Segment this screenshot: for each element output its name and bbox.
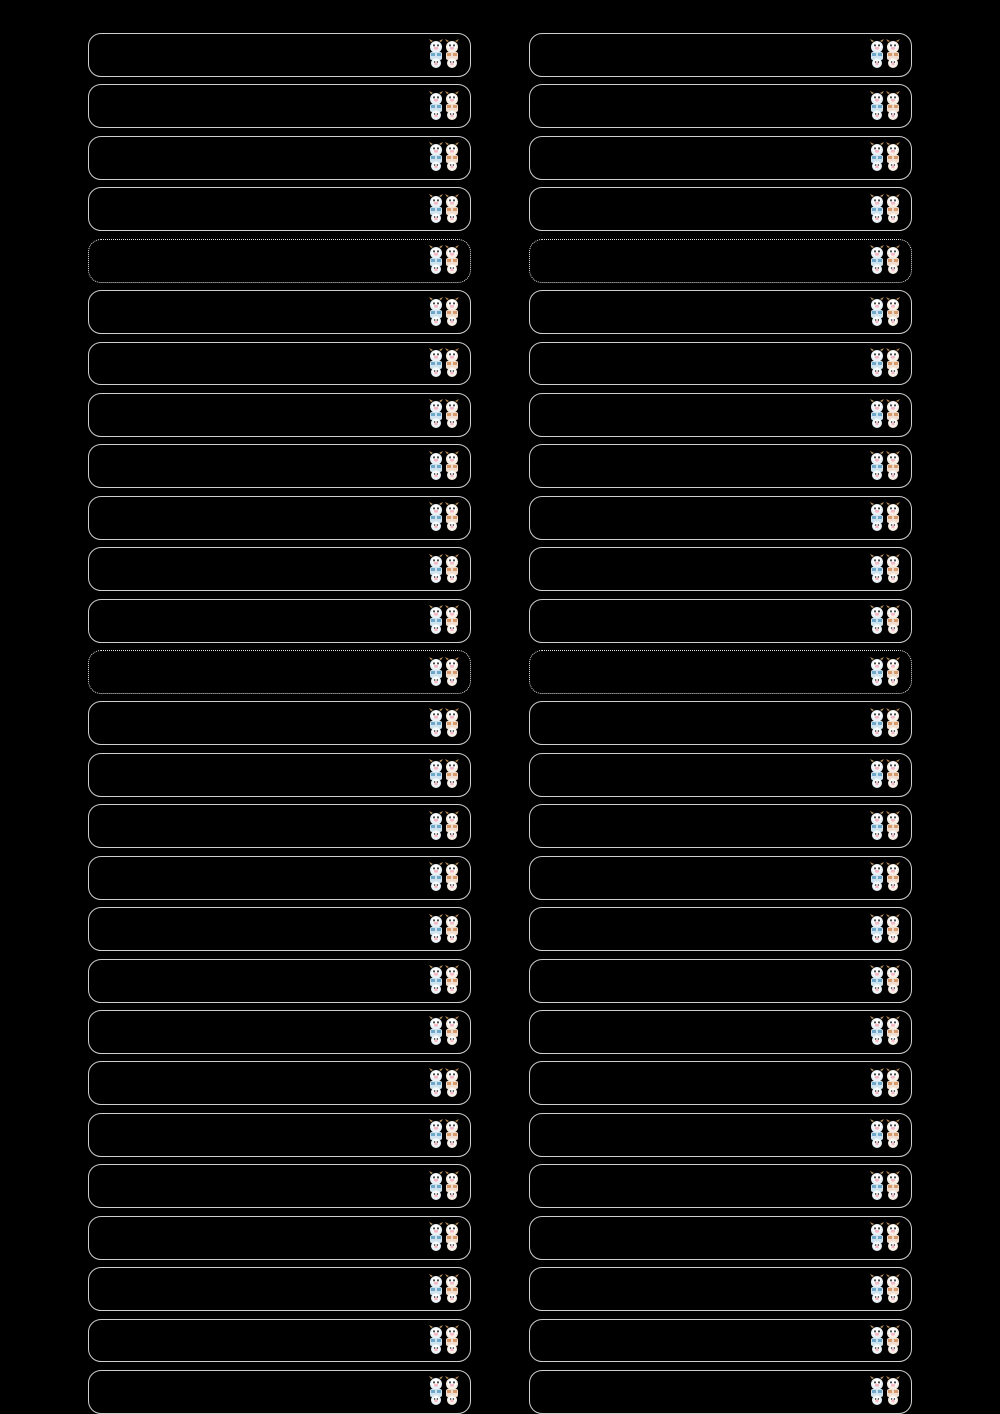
- cows-clipart-icon: [427, 193, 461, 226]
- cows-clipart-icon: [868, 656, 902, 689]
- label-item[interactable]: [88, 701, 471, 745]
- label-item[interactable]: [88, 753, 471, 797]
- label-item[interactable]: [529, 393, 912, 437]
- cows-clipart-icon: [868, 347, 902, 380]
- label-item[interactable]: [529, 496, 912, 540]
- label-item[interactable]: [529, 701, 912, 745]
- label-item[interactable]: [88, 599, 471, 643]
- cows-clipart-icon: [427, 501, 461, 534]
- cows-clipart-icon: [427, 296, 461, 329]
- label-item[interactable]: [529, 239, 912, 283]
- label-item[interactable]: [529, 1010, 912, 1054]
- cows-clipart-icon: [427, 861, 461, 894]
- label-item[interactable]: [88, 959, 471, 1003]
- cows-clipart-icon: [427, 758, 461, 791]
- cows-clipart-icon: [427, 450, 461, 483]
- label-item[interactable]: [88, 444, 471, 488]
- label-item[interactable]: [529, 650, 912, 694]
- label-item[interactable]: [88, 1010, 471, 1054]
- cows-clipart-icon: [868, 450, 902, 483]
- cows-clipart-icon: [868, 604, 902, 637]
- cows-clipart-icon: [427, 707, 461, 740]
- cows-clipart-icon: [868, 141, 902, 174]
- cows-clipart-icon: [427, 1221, 461, 1254]
- cows-clipart-icon: [868, 758, 902, 791]
- cows-clipart-icon: [868, 193, 902, 226]
- label-item[interactable]: [88, 856, 471, 900]
- right-column: [529, 33, 912, 1414]
- cows-clipart-icon: [427, 1170, 461, 1203]
- label-item[interactable]: [88, 33, 471, 77]
- cows-clipart-icon: [427, 244, 461, 277]
- label-item[interactable]: [88, 1267, 471, 1311]
- label-item[interactable]: [529, 444, 912, 488]
- label-item[interactable]: [529, 290, 912, 334]
- cows-clipart-icon: [868, 1118, 902, 1151]
- cows-clipart-icon: [427, 1375, 461, 1408]
- cows-clipart-icon: [427, 1067, 461, 1100]
- label-item[interactable]: [88, 1061, 471, 1105]
- label-item[interactable]: [529, 1113, 912, 1157]
- label-item[interactable]: [529, 342, 912, 386]
- cows-clipart-icon: [427, 604, 461, 637]
- label-item[interactable]: [529, 84, 912, 128]
- cows-clipart-icon: [427, 964, 461, 997]
- label-item[interactable]: [88, 187, 471, 231]
- label-item[interactable]: [529, 1216, 912, 1260]
- label-item[interactable]: [88, 1370, 471, 1414]
- cows-clipart-icon: [868, 296, 902, 329]
- label-item[interactable]: [88, 1216, 471, 1260]
- cows-clipart-icon: [427, 656, 461, 689]
- label-item[interactable]: [529, 33, 912, 77]
- label-item[interactable]: [529, 136, 912, 180]
- cows-clipart-icon: [427, 1118, 461, 1151]
- label-item[interactable]: [88, 650, 471, 694]
- label-item[interactable]: [529, 1370, 912, 1414]
- cows-clipart-icon: [868, 1067, 902, 1100]
- label-item[interactable]: [88, 547, 471, 591]
- label-item[interactable]: [88, 1113, 471, 1157]
- label-item[interactable]: [529, 753, 912, 797]
- cows-clipart-icon: [868, 244, 902, 277]
- label-item[interactable]: [88, 804, 471, 848]
- label-item[interactable]: [88, 342, 471, 386]
- cows-clipart-icon: [868, 1015, 902, 1048]
- cows-clipart-icon: [427, 553, 461, 586]
- label-item[interactable]: [529, 599, 912, 643]
- label-item[interactable]: [529, 804, 912, 848]
- cows-clipart-icon: [868, 1324, 902, 1357]
- label-item[interactable]: [529, 959, 912, 1003]
- cows-clipart-icon: [868, 90, 902, 123]
- label-item[interactable]: [529, 1061, 912, 1105]
- label-item[interactable]: [88, 907, 471, 951]
- label-item[interactable]: [88, 1164, 471, 1208]
- label-item[interactable]: [88, 496, 471, 540]
- label-item[interactable]: [529, 856, 912, 900]
- cows-clipart-icon: [868, 1273, 902, 1306]
- cows-clipart-icon: [427, 913, 461, 946]
- cows-clipart-icon: [427, 1015, 461, 1048]
- cows-clipart-icon: [427, 810, 461, 843]
- cows-clipart-icon: [868, 501, 902, 534]
- cows-clipart-icon: [868, 964, 902, 997]
- cows-clipart-icon: [868, 38, 902, 71]
- label-item[interactable]: [88, 1319, 471, 1363]
- cows-clipart-icon: [868, 553, 902, 586]
- cows-clipart-icon: [427, 38, 461, 71]
- label-item[interactable]: [88, 136, 471, 180]
- cows-clipart-icon: [868, 1170, 902, 1203]
- label-item[interactable]: [88, 290, 471, 334]
- left-column: [88, 33, 471, 1414]
- cows-clipart-icon: [427, 1273, 461, 1306]
- label-item[interactable]: [529, 187, 912, 231]
- cows-clipart-icon: [868, 861, 902, 894]
- label-item[interactable]: [88, 239, 471, 283]
- cows-clipart-icon: [427, 347, 461, 380]
- cows-clipart-icon: [868, 707, 902, 740]
- label-item[interactable]: [529, 907, 912, 951]
- cows-clipart-icon: [427, 1324, 461, 1357]
- cows-clipart-icon: [868, 810, 902, 843]
- cows-clipart-icon: [868, 398, 902, 431]
- cows-clipart-icon: [868, 1221, 902, 1254]
- cows-clipart-icon: [427, 141, 461, 174]
- label-item[interactable]: [529, 1164, 912, 1208]
- label-item[interactable]: [529, 547, 912, 591]
- label-item[interactable]: [88, 84, 471, 128]
- cows-clipart-icon: [868, 1375, 902, 1408]
- cows-clipart-icon: [427, 398, 461, 431]
- label-item[interactable]: [529, 1267, 912, 1311]
- label-item[interactable]: [529, 1319, 912, 1363]
- cows-clipart-icon: [427, 90, 461, 123]
- cows-clipart-icon: [868, 913, 902, 946]
- label-item[interactable]: [88, 393, 471, 437]
